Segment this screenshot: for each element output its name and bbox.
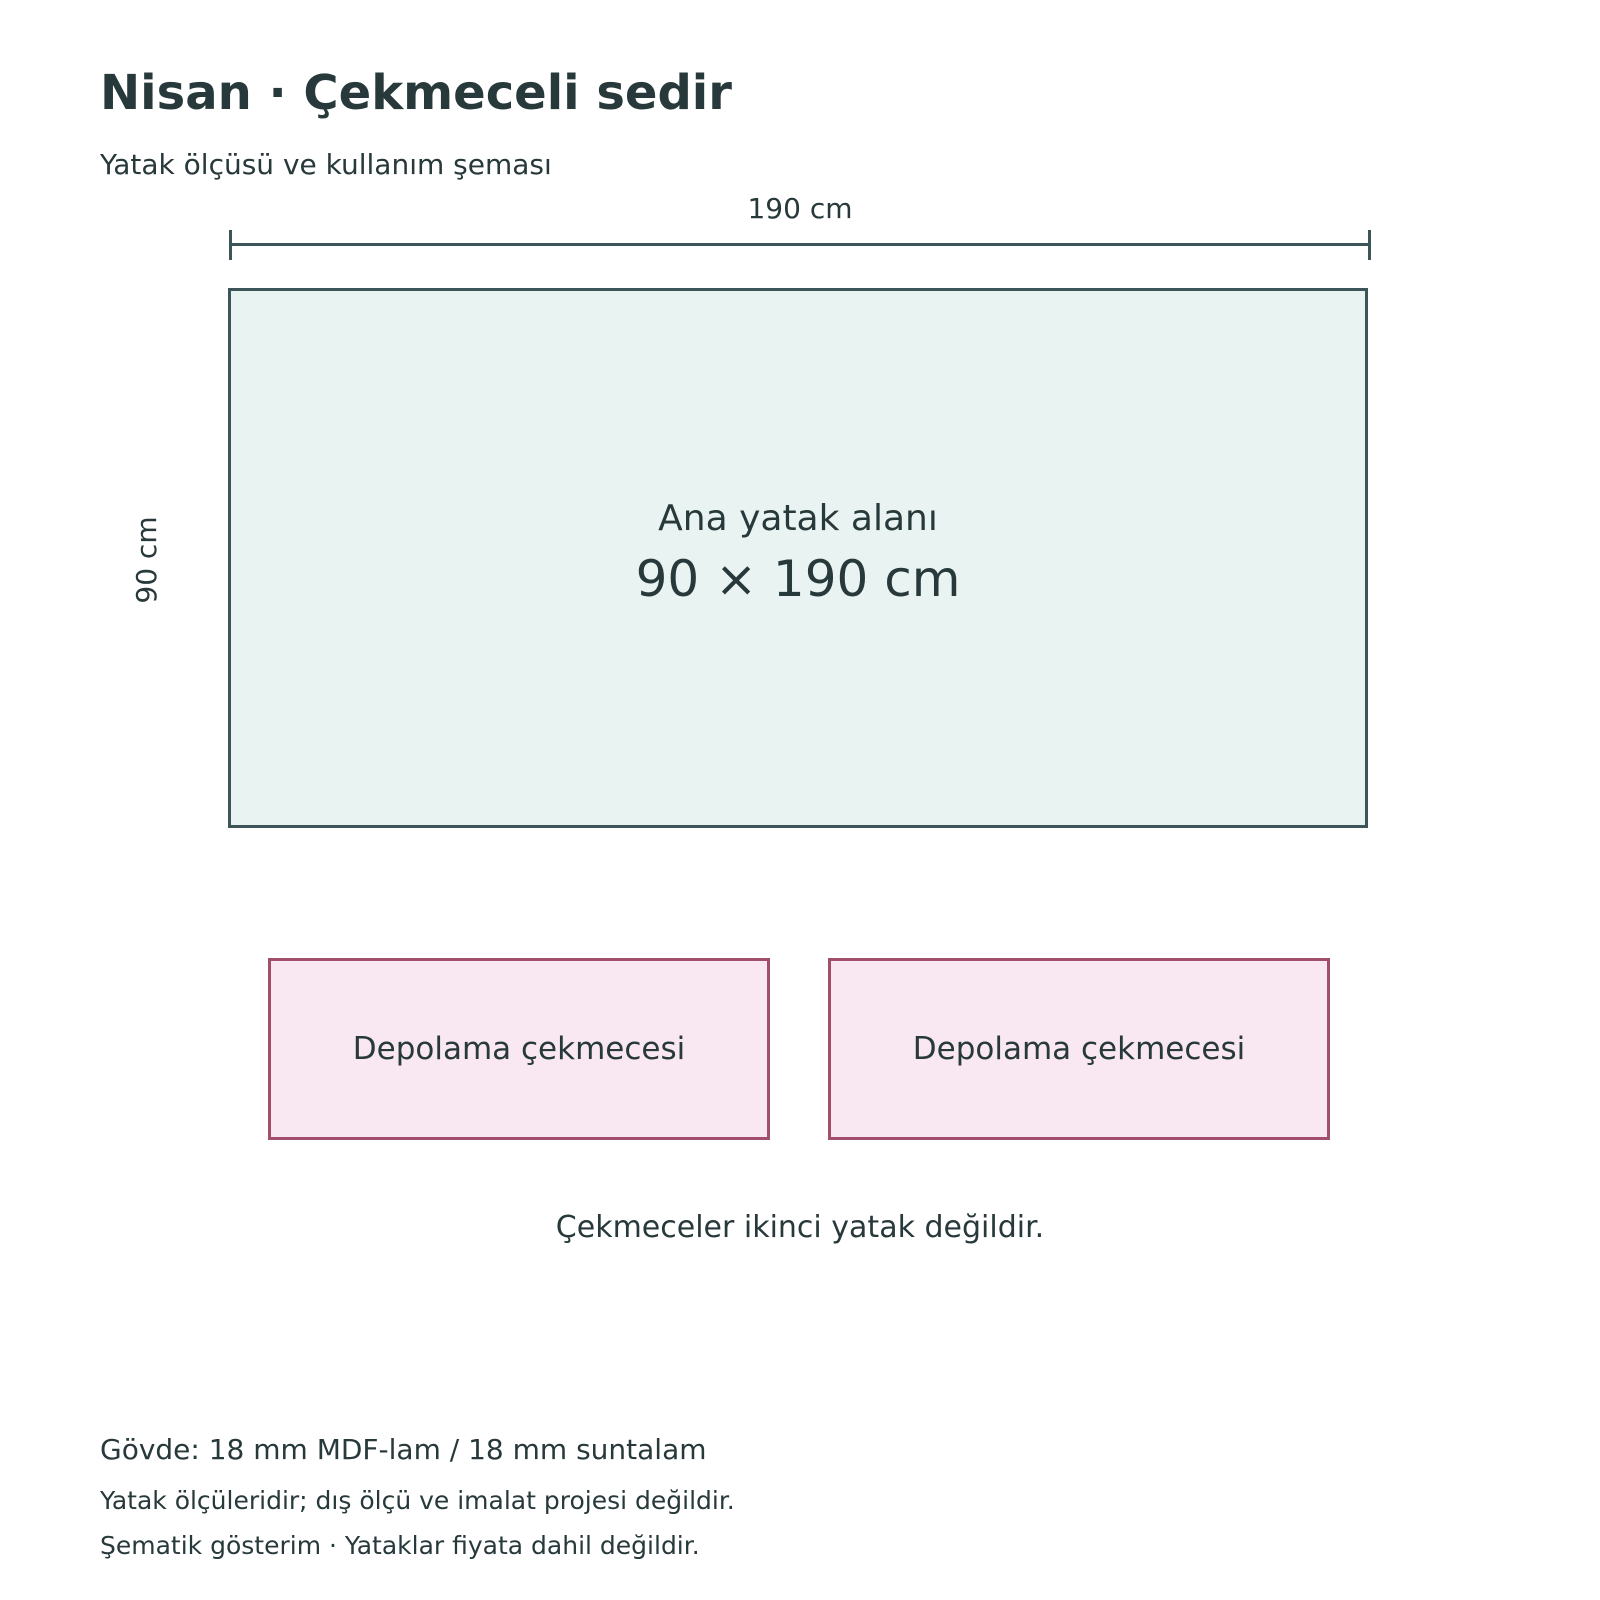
bed-area-label: Ana yatak alanı [658, 498, 938, 539]
page-subtitle: Yatak ölçüsü ve kullanım şeması [100, 148, 552, 181]
footer-disclaimer: Yatak ölçüleridir; dış ölçü ve imalat projesi değildir. [100, 1486, 735, 1515]
bed-size-label: 90 × 190 cm [635, 550, 961, 608]
width-dimension-tick-left [229, 230, 232, 260]
height-dimension-label: 90 cm [130, 516, 163, 604]
drawer-note: Çekmeceler ikinci yatak değildir. [555, 1210, 1045, 1245]
width-dimension-tick-right [1368, 230, 1371, 260]
width-dimension-label: 190 cm [747, 192, 853, 225]
storage-drawer-2 [828, 958, 1330, 1140]
width-dimension-line [229, 243, 1371, 246]
page-title: Nisan · Çekmeceli sedir [100, 65, 732, 121]
storage-drawer-1 [268, 958, 770, 1140]
footer-schematic-note: Şematik gösterim · Yataklar fiyata dahil değildir. [100, 1531, 700, 1560]
main-bed-area [228, 288, 1368, 828]
drawer-label: Depolama çekmecesi [912, 1031, 1246, 1067]
drawer-label: Depolama çekmecesi [352, 1031, 686, 1067]
material-info: Gövde: 18 mm MDF-lam / 18 mm suntalam [100, 1433, 707, 1466]
